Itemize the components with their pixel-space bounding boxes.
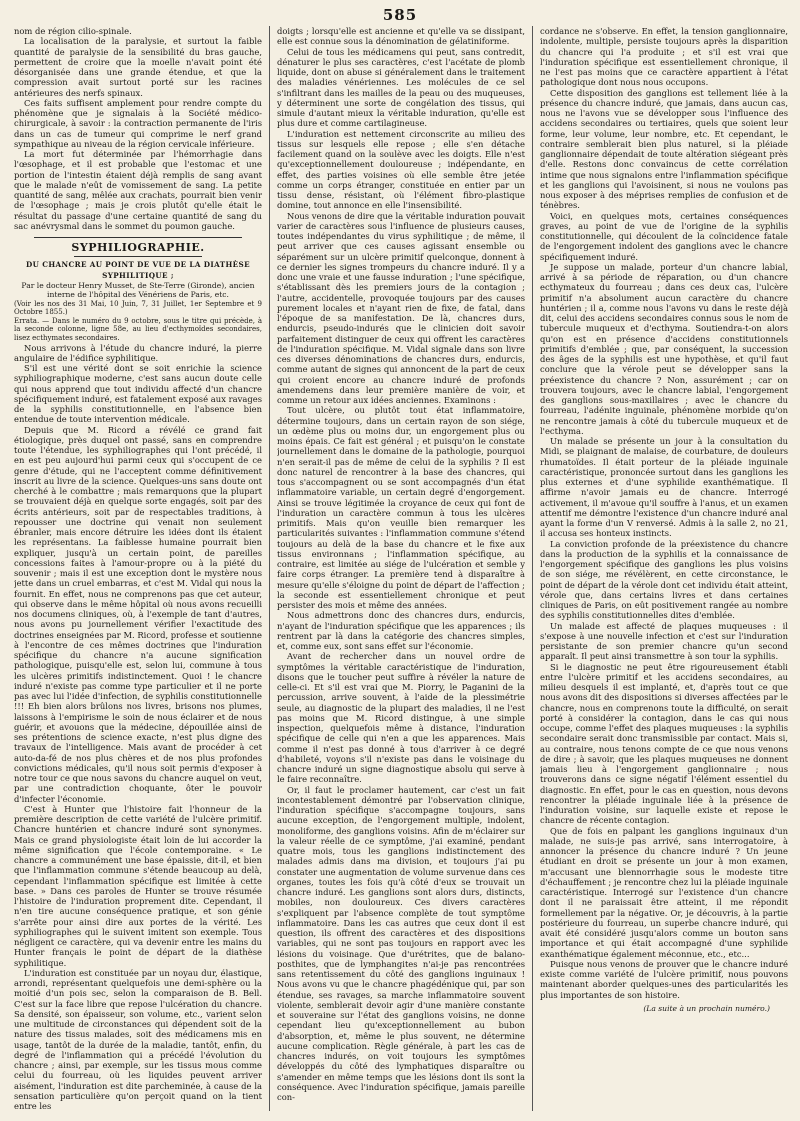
issue-references: (Voir les nos des 31 Mai, 10 Juin, 7, 31 Juillet, 1er Septembre et 9 Octobre 1855.) (14, 299, 262, 317)
paragraph: Nous admettrons donc des chancres durs, endurcis, n'ayant de l'induration spécifique que les apparences ; ils rentrent par là dans la catégorie des chancres simples, et, comme eux, sont sans effet sur l'économie. (277, 610, 525, 651)
continuation-note: (La suite à un prochain numéro.) (643, 1003, 770, 1013)
paragraph: Tout ulcère, ou plutôt tout état inflammatoire, détermine toujours, dans un certain rayon de son siége, un œdème plus ou moins dur, un engorgement plus ou moins épais. Ce fait est général ; et puisqu'on le constate journellement dans le domaine de la pathologie, pourquoi n'en serait-il pas de même de celui de la syphilis ? Il est donc naturel de rencontrer à la base des chancres, qui tous s'accompagnent ou se sont accompagnés d'un état inflammatoire variable, un certain degré d'engorgement. Ainsi se trouve légitimée la croyance de ceux qui font de l'induration un caractère commun à tous les ulcères primitifs. Mais qu'on veuille bien remarquer les particularités suivantes : l'inflammation commune s'étend toujours au delà de la base du chancre et le fixe aux tissus environnans ; l'inflammation spécifique, au contraire, est limitée au siége de l'ulcération et semble y faire corps étranger. La première tend à disparaître à mesure qu'elle s'éloigne du point de départ de l'affection ; la seconde est essentiellement chronique et peut persister des mois et même des années. (277, 405, 525, 610)
paragraph: Si le diagnostic ne peut être rigoureusement établi entre l'ulcère primitif et les accidens secondaires, au milieu desquels il est implanté, et, d'après tout ce que nous avons dit des dispositions si diverses affectées par le chancre, nous en comprenons toute la difficulté, on serait porté à considérer la contagion, dans le cas qui nous occupe, comme l'effet des plaques muqueuses : la syphilis secondaire serait donc transmissible par contact. Mais si, au contraire, nous tenons compte de ce que nous venons de dire ; à savoir, que les plaques muqueuses ne donnent jamais lieu à l'engorgement ganglionnaire ; nous trouverons dans ce signe négatif l'élément essentiel du diagnostic. En effet, pour le cas en question, nous devons rencontrer la pléiade inguinale liée à la présence de l'induration voisine, sur laquelle existe et repose le chancre de récente contagion. (540, 661, 788, 826)
paragraph: Nous arrivons à l'étude du chancre induré, la pierre angulaire de l'édifice syphilitique. (14, 342, 262, 363)
paragraph: nom de région cilio-spinale. (14, 26, 132, 36)
paragraph: Depuis que M. Ricord a révélé ce grand fait étiologique, près duquel ont passé, sans en comprendre toute l'étendue, les syphiliographes qui l'ont précédé, il en est peu aujourd'hui parmi ceux qui s'occupent de ce genre d'étude, qui ne l'acceptent comme définitivement inscrit au livre de la science. Quelques-uns sans doute ont cherché à le combattre ; mais remarquons que la plupart se trouvaient déjà en quelque sorte engagés, soit par des écrits antérieurs, soit par de respectables traditions, à repousser une doctrine qui venait non seulement ébranler, mais encore détruire les idées dont ils étaient les représentans. La faiblesse humaine pourrait bien expliquer, jusqu'à un certain point, de pareilles concessions faites à l'amour-propre ou à la piété du souvenir ; mais il est une exception dont le mystère nous jette dans un cruel embarras, et c'est M. Vidal qui nous la fournit. En effet, nous ne comprenons pas que cet auteur, qui observe dans le même hôpital où nous avons recueilli nos documens cliniques, où, à l'exemple de tant d'autres, nous avons pu journellement vérifier l'exactitude des doctrines enseignées par M. Ricord, professe et soutienne à l'encontre de ces mêmes doctrines que l'induration spécifique du chancre n'a aucune signification pathologique, puisqu'elle est, selon lui, commune à tous les ulcères primitifs indistinctement. Quoi ! le chancre induré n'existe pas comme type particulier et il ne porte pas avec lui l'idée d'infection, de syphilis constitutionnelle !!! Eh bien alors brûlons nos livres, brisons nos plumes, laissons à l'empirisme le soin de nous éclairer et de nous guérir, et avouons que la médecine, dépouillée ainsi de ses prétentions de science exacte, n'est plus digne des travaux de l'intelligence. Mais avant de procéder à cet auto-da-fé de nos plus chères et de nos plus profondes convictions médicales, qu'il nous soit permis d'exposer à notre tour ce que nous savons du chancre auquel on veut, par une contradiction choquante, ôter le pouvoir d'infecter l'économie. (14, 424, 262, 804)
paragraph: Nous venons de dire que la véritable induration pouvait varier de caractères sous l'influence de plusieurs causes, toutes indépendantes du virus syphilitique ; de même, il peut arriver que ces causes agissant ensemble ou séparément sur un ulcère primitif quelconque, donnent à ce dernier les signes trompeurs du chancre induré. Il y a donc une vraie et une fausse induration ; l'une spécifique, s'établissant dès les premiers jours de la contagion ; l'autre, accidentelle, provoquée toujours par des causes purement locales et n'ayant rien de fixe, de fatal, dans l'époque de sa manifestation. De là, chancres durs, endurcis, pseudo-indurés que le clinicien doit savoir parfaitement distinguer de ceux qui offrent les caractères de l'induration spécifique. M. Vidal signale dans son livre ces diverses dénominations de chancres durs, endurcis, comme autant de signes qui annoncent de la part de ceux qui croient encore au chancre induré de profonds amendemens dans leur première manière de voir, et comme un retour aux idées anciennes. Examinons : (277, 210, 525, 405)
paragraph: Cette disposition des ganglions est tellement liée à la présence du chancre induré, que jamais, dans aucun cas, nous ne l'avons vue se développer sous l'influence des accidens secondaires ou tertiaires, quels que soient leur forme, leur volume, leur nombre, etc. Et cependant, le contraire semblerait bien plus naturel, si la pléiade ganglionnaire dépendait de toute altération siégeant près d'elle. Restons donc convaincus de cette corrélation intime que nous signalons entre l'inflammation spécifique et les ganglions qui l'avoisinent, si nous ne voulons pas nous exposer à des méprises remplies de confusion et de ténèbres. (540, 87, 788, 211)
section-divider (34, 237, 242, 238)
paragraph: Un malade se présente un jour à la consultation du Midi, se plaignant de malaise, de courbature, de douleurs rhumatoïdes. Il était porteur de la pléiade inguinale caractéristique, prononcée surtout dans les ganglions les plus externes et d'une syphilide exanthématique. Il affirme n'avoir jamais eu de chancre. Interrogé activement, il m'avoue qu'il souffre à l'anus, et un examen attentif me démontre l'existence d'un chancre induré anal ayant la forme d'un V renversé. Admis à la salle 2, no 21, il accusa ses honteux instincts. (540, 436, 788, 539)
title-underline (74, 256, 202, 257)
page-number: 585 (382, 6, 418, 24)
paragraph: Avant de rechercher dans un nouvel ordre de symptômes la véritable caractéristique de l'induration, disons que le toucher peut suffire à révéler la nature de celle-ci. Et s'il est vrai que M. Piorry, le Paganini de la percussion, arrive souvent, à l'aide de la plessimétrie seule, au diagnostic de la plupart des maladies, il ne l'est pas moins que M. Ricord distingue, à une simple inspection, quelquefois même à distance, l'induration spécifique de celle qui n'en a que les apparences. Mais comme il n'est pas donné à tous d'arriver à ce degré d'habileté, voyons s'il n'existe pas dans le voisinage du chancre induré un signe diagnostique absolu qui serve à le faire reconnaître. (277, 651, 525, 785)
paragraph: Voici, en quelques mots, certaines conséquences graves, au point de vue de l'origine de la syphilis constitutionnelle, qui découlent de la coïncidence fatale de l'engorgement indolent des ganglions avec le chancre spécifiquement induré. (540, 210, 788, 262)
column-divider (532, 26, 533, 1111)
paragraph: La conviction profonde de la préexistence du chancre dans la production de la syphilis et la connaissance de l'engorgement spécifique des ganglions les plus voisins de son siége, me révélèrent, en cette circonstance, le point de départ de la vérole dont cet individu était atteint, vérole que, dans certains livres et dans certaines cliniques de Paris, on eût positivement rangée au nombre des syphilis constitutionnelles dites d'emblée. (540, 538, 788, 621)
article-subtitle: DU CHANCRE AU POINT DE VUE DE LA DIATHÈSE SYPHILITIQUE ; (26, 260, 250, 280)
paragraph: Je suppose un malade, porteur d'un chancre labial, arrivé à sa période de réparation, ou d'un chancre ecthymateux du fourreau ; dans ces deux cas, l'ulcère primitif n'a absolument aucun caractère du chancre huntérien ; il a, comme nous l'avons vu dans le reste déjà dit, celui des accidens secondaires connus sous le nom de tubercule muqueux et d'ecthyma. Soutiendra-t-on alors qu'on est en présence d'accidens constitutionnels primitifs d'emblée ; que, par conséquent, la succession des âges de la syphilis est une hypothèse, et qu'il faut conclure que la vérole peut se développer sans la préexistence du chancre ? Non, assurément ; car on trouvera toujours, avec le chancre labial, l'engorgement des ganglions sous-maxillaires ; avec le chancre du fourreau, l'adénite inguinale, phénomène morbide qu'on ne rencontre jamais à côté du tubercule muqueux et de l'ecthyma. (540, 261, 788, 436)
paragraph: L'induration est nettement circonscrite au milieu des tissus sur lesquels elle repose ; elle s'en détache facilement quand on la soulève avec les doigts. Elle n'est qu'exceptionnellement douloureuse ; indépendante, en effet, des parties voisines où elle semble être jetée comme un corps étranger, constituée en entier par un tissu dense, résistant, où l'élément fibro-plastique domine, tout annonce en elle l'insensibilité. (277, 128, 525, 211)
article-byline: Par le docteur Henry Musset, de Ste-Terre (Gironde), ancien interne de l'hôpital des Vénériens de Paris, etc. (21, 280, 255, 300)
paragraph: La mort fut déterminée par l'hémorrhagie dans l'œsophage, et il est probable que l'estomac et une portion de l'intestin étaient déjà remplis de sang avant que le malade n'eût de vomissement de sang. La petite quantité de sang, mêlée aux crachats, pourrait bien venir de l'œsophage ; mais je crois plutôt qu'elle était le résultat du passage d'une certaine quantité de sang du sac anévrysmal dans le sommet du poumon gauche. (14, 149, 262, 231)
paragraph: Que de fois en palpant les ganglions inguinaux d'un malade, ne suis-je pas arrivé, sans interrogatoire, à annoncer la présence du chancre induré ? Un jeune étudiant en droit se présente un jour à mon examen, m'accusant une blennorrhagie sous le modeste titre d'échauffement ; je rencontre chez lui la pléiade inguinale caractéristique. Interrogé sur l'existence d'un chancre dont il ne paraissait être atteint, il me répondit formellement par la négative. Or, je découvris, à la partie postérieure du fourreau, un superbe chancre induré, qui avait été considéré jusqu'alors comme un bouton sans importance et qui était accompagné d'une syphilide exanthématique également méconnue, etc., etc... (540, 825, 788, 959)
column-left (14, 26, 262, 1111)
paragraph: cordance ne s'observe. En effet, la tension ganglionnaire, indolente, multiple, persiste toujours après la disparition du chancre qui l'a produite ; et s'il est vrai que l'induration spécifique est essentiellement chronique, il ne l'est pas moins que ce caractère appartient à l'état pathologique dont nous nous occupons. (540, 26, 788, 88)
column-middle (277, 26, 525, 1111)
paragraph: Ces faits suffisent amplement pour rendre compte du phénomène que je signalais à la Société médico-chirurgicale, à savoir : la contraction permanente de l'iris dans un cas de tumeur qui comprime le nerf grand sympathique au niveau de la région cervicale inférieure. (14, 97, 262, 149)
paragraph: C'est à Hunter que l'histoire fait l'honneur de la première description de cette variété de l'ulcère primitif. Chancre huntérien et chancre induré sont synonymes. Mais ce grand physiologiste était loin de lui accorder la même signification que l'école contemporaine. « Le chancre a communément une base épaissie, dit-il, et bien que l'inflammation commune s'étende beaucoup au delà, cependant l'inflammation spécifique est limitée à cette base. » Dans ces paroles de Hunter se trouve résumée l'histoire de l'induration proprement dite. Cependant, il n'en tire aucune conséquence pratique, et son génie s'arrête pour ainsi dire aux portes de la vérité. Les syphiliographes qui le suivent imitent son exemple. Tous négligent ce caractère, qui va devenir entre les mains du Hunter français le point de départ de la diathèse syphilitique. (14, 803, 262, 968)
paragraph: L'induration est constituée par un noyau dur, élastique, arrondi, représentant quelquefois une demi-sphère ou la moitié d'un pois sec, selon la comparaison de B. Bell. C'est sur la face libre que repose l'ulcération du chancre. Sa densité, son épaisseur, son volume, etc., varient selon une multitude de circonstances qui dépendent soit de la nature des tissus malades, soit des médicamens mis en usage, tantôt de la durée de la maladie, tantôt, enfin, du degré de l'inflammation qui a précédé l'évolution du chancre ; ainsi, par exemple, sur les tissus mous comme celui du fourreau, où les liquides peuvent arriver aisément, l'induration est dite parcheminée, à cause de la sensation particulière qu'on perçoit quand on la tient entre les (14, 967, 262, 1111)
paragraph: La localisation de la paralysie, et surtout la faible quantité de paralysie de la sensibilité du bras gauche, permettent de croire que la moelle n'avait point été désorganisée dans une grande étendue, et que la compression avait surtout porté sur les racines antérieures des nerfs spinaux. (14, 36, 262, 98)
column-right (540, 26, 788, 1111)
paragraph: S'il est une vérité dont se soit enrichie la science syphiliographique moderne, c'est sans aucun doute celle qui nous apprend que tout individu affecté d'un chancre spécifiquement induré, est fatalement exposé aux ravages de la syphilis constitutionnelle, en l'absence bien entendue de toute intervention médicale. (14, 363, 262, 425)
errata-note: Errata. — Dans le numéro du 9 octobre, sous le titre qui précède, à la seconde colonne, ligne 58e, au lieu d'ecthymoïdes secondaires, lisez ecthymates secondaires. (14, 316, 262, 342)
paragraph: Or, il faut le proclamer hautement, car c'est un fait incontestablement démontré par l'observation clinique, l'induration spécifique s'accompagne toujours, sans aucune exception, de l'engorgement multiple, indolent, monoliforme, des ganglions voisins. Afin de m'éclairer sur la valeur réelle de ce symptôme, j'ai examiné, pendant quatre mois, tous les ganglions indistinctement des malades admis dans ma division, et toujours j'ai pu constater une augmentation de volume survenue dans ces organes, toutes les fois qu'à côté d'eux se trouvait un chancre induré. Les ganglions sont alors durs, distincts, mobiles, non douloureux. Ces divers caractères s'expliquent par l'absence complète de tout symptôme inflammatoire. Dans les cas autres que ceux dont il est question, ils offrent des caractères et des dispositions variables, qui ne sont pas toujours en rapport avec les lésions du voisinage. Que d'urétrites, que de balano-posthites, que de lymphangites n'ai-je pas rencontrées sans retentissement du côté des ganglions inguinaux ! Nous avons vu que le chancre phagédénique qui, par son étendue, ses ravages, sa marche inflammatoire souvent violente, semblerait devoir agir d'une manière constante et souveraine sur l'état des ganglions voisins, ne donne cependant lieu qu'exceptionnellement au bubon d'absorption, et, même le plus souvent, ne détermine aucune complication. Règle générale, à part les cas de chancres indurés, on voit toujours les symptômes développés du côté des lymphatiques disparaître ou s'amender en même temps que les lésions dont ils sont la conséquence. Avec l'induration spécifique, jamais pareille con- (277, 784, 525, 1102)
column-divider (269, 26, 270, 1111)
paragraph: Un malade est affecté de plaques muqueuses : il s'expose à une nouvelle infection et c'est sur l'induration persistante de son premier chancre qu'un second apparaît. Il peut ainsi transmettre à son tour la syphilis. (540, 620, 788, 662)
paragraph: Celui de tous les médicamens qui peut, sans contredit, dénaturer le plus ses caractères, c'est l'acétate de plomb liquide, dont on abuse si généralement dans le traitement des maladies vénériennes. Les molécules de ce sel s'infiltrant dans les mailles de la peau ou des muqueuses, y déterminent une sorte de congélation des tissus, qui simule d'autant mieux la véritable induration, qu'elle est plus dure et comme cartilagineuse. (277, 46, 525, 129)
paragraph: Puisque nous venons de prouver que le chancre induré existe comme variété de l'ulcère primitif, nous pouvons maintenant aborder quelques-unes des particularités les plus importantes de son histoire. (540, 958, 788, 1000)
section-title: SYPHILIOGRAPHIE. (71, 241, 205, 254)
paragraph: doigts ; lorsqu'elle est ancienne et qu'elle va se dissipant, elle est connue sous la dénomination de gélatiniforme. (277, 26, 525, 47)
